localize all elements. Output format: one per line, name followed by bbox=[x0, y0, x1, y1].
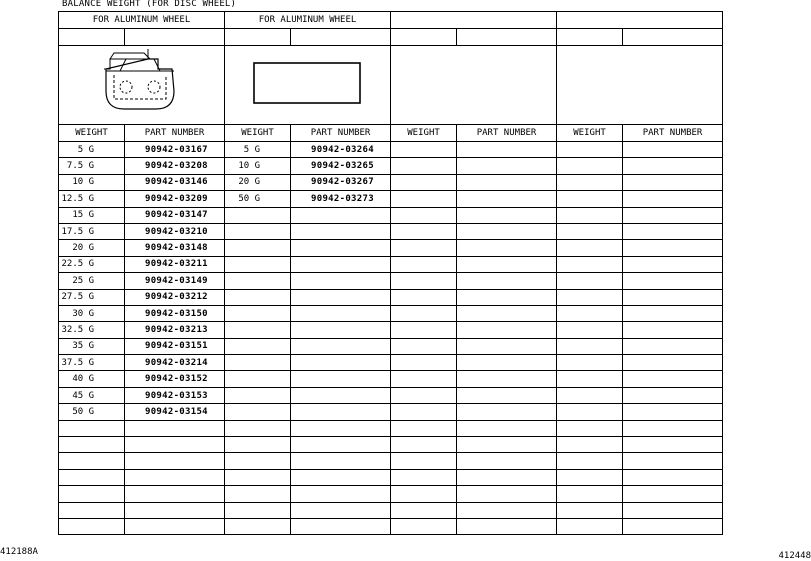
table-row bbox=[59, 142, 723, 158]
weight-cell: 32.5 G bbox=[59, 322, 125, 338]
table-row bbox=[59, 207, 723, 223]
part-number-cell: 90942-03150 bbox=[125, 305, 225, 321]
part-number-cell bbox=[457, 289, 557, 305]
part-number-cell bbox=[125, 486, 225, 502]
weight-cell bbox=[59, 502, 125, 518]
weight-cell: 5 G bbox=[225, 142, 291, 158]
weight-cell bbox=[391, 404, 457, 420]
part-number-cell bbox=[457, 273, 557, 289]
table-row bbox=[59, 437, 723, 453]
part-number-cell bbox=[291, 486, 391, 502]
part-number-cell bbox=[623, 502, 723, 518]
adhesive-weight-icon bbox=[248, 59, 368, 111]
part-number-cell bbox=[623, 371, 723, 387]
weight-cell bbox=[391, 273, 457, 289]
part-number-cell: 90942-03153 bbox=[125, 387, 225, 403]
part-number-cell: 90942-03267 bbox=[291, 174, 391, 190]
part-number-cell bbox=[291, 289, 391, 305]
weight-cell: 45 G bbox=[59, 387, 125, 403]
table-row bbox=[59, 404, 723, 420]
part-number-cell bbox=[125, 469, 225, 485]
part-number-cell bbox=[291, 387, 391, 403]
weight-cell bbox=[557, 158, 623, 174]
part-number-cell bbox=[457, 305, 557, 321]
weight-column-header: WEIGHT bbox=[225, 125, 291, 142]
part-number-cell bbox=[457, 174, 557, 190]
weight-cell bbox=[391, 420, 457, 436]
blank-cell bbox=[291, 29, 391, 46]
weight-cell: 15 G bbox=[59, 207, 125, 223]
weight-cell: 30 G bbox=[59, 305, 125, 321]
group-header-4 bbox=[557, 12, 723, 29]
part-number-cell bbox=[623, 387, 723, 403]
adhesive-weight-illustration-cell bbox=[225, 46, 391, 125]
part-number-cell bbox=[623, 191, 723, 207]
part-number-cell bbox=[623, 142, 723, 158]
weight-cell bbox=[557, 289, 623, 305]
table-row bbox=[59, 158, 723, 174]
part-number-cell bbox=[623, 420, 723, 436]
part-number-cell bbox=[125, 420, 225, 436]
weight-cell bbox=[225, 486, 291, 502]
part-number-cell: 90942-03264 bbox=[291, 142, 391, 158]
weight-cell bbox=[557, 420, 623, 436]
weight-cell bbox=[557, 486, 623, 502]
weight-cell bbox=[59, 453, 125, 469]
weight-cell bbox=[557, 404, 623, 420]
weight-cell bbox=[391, 502, 457, 518]
part-number-cell bbox=[623, 404, 723, 420]
part-number-cell bbox=[623, 486, 723, 502]
part-number-cell bbox=[125, 502, 225, 518]
weight-cell bbox=[225, 223, 291, 239]
part-number-cell bbox=[291, 273, 391, 289]
table-row bbox=[59, 174, 723, 190]
part-number-cell bbox=[623, 355, 723, 371]
clip-on-weight-icon bbox=[92, 49, 192, 121]
part-number-cell: 90942-03208 bbox=[125, 158, 225, 174]
weight-cell bbox=[59, 469, 125, 485]
weight-cell: 37.5 G bbox=[59, 355, 125, 371]
weight-cell bbox=[225, 502, 291, 518]
table-row bbox=[59, 420, 723, 436]
part-number-cell bbox=[457, 387, 557, 403]
weight-cell bbox=[225, 420, 291, 436]
part-number-cell bbox=[623, 338, 723, 354]
part-number-cell bbox=[457, 158, 557, 174]
part-number-cell bbox=[291, 256, 391, 272]
table-row bbox=[59, 387, 723, 403]
part-number-cell: 90942-03212 bbox=[125, 289, 225, 305]
weight-cell bbox=[391, 191, 457, 207]
part-number-cell: 90942-03151 bbox=[125, 338, 225, 354]
table-row bbox=[59, 371, 723, 387]
weight-cell bbox=[391, 142, 457, 158]
weight-cell bbox=[391, 223, 457, 239]
weight-cell bbox=[391, 174, 457, 190]
empty-illustration-cell bbox=[391, 46, 557, 125]
figure-code-left: 412188A bbox=[0, 547, 38, 557]
weight-cell bbox=[391, 371, 457, 387]
weight-cell bbox=[557, 469, 623, 485]
weight-cell bbox=[391, 322, 457, 338]
weight-cell bbox=[557, 273, 623, 289]
weight-cell: 12.5 G bbox=[59, 191, 125, 207]
part-number-cell bbox=[623, 322, 723, 338]
group-header-1: FOR ALUMINUM WHEEL bbox=[59, 12, 225, 29]
weight-cell: 50 G bbox=[59, 404, 125, 420]
weight-cell bbox=[557, 371, 623, 387]
weight-cell bbox=[557, 240, 623, 256]
weight-cell bbox=[391, 207, 457, 223]
weight-column-header: WEIGHT bbox=[59, 125, 125, 142]
part-number-cell: 90942-03149 bbox=[125, 273, 225, 289]
weight-cell bbox=[225, 322, 291, 338]
part-number-cell bbox=[457, 469, 557, 485]
part-number-cell bbox=[623, 289, 723, 305]
part-number-cell: 90942-03214 bbox=[125, 355, 225, 371]
weight-cell bbox=[391, 305, 457, 321]
part-number-cell bbox=[457, 207, 557, 223]
weight-cell bbox=[557, 437, 623, 453]
weight-cell bbox=[225, 207, 291, 223]
weight-cell: 27.5 G bbox=[59, 289, 125, 305]
blank-cell bbox=[59, 29, 125, 46]
weight-cell bbox=[557, 256, 623, 272]
part-number-cell: 90942-03147 bbox=[125, 207, 225, 223]
weight-cell: 50 G bbox=[225, 191, 291, 207]
weight-cell bbox=[225, 371, 291, 387]
weight-cell bbox=[225, 387, 291, 403]
part-number-cell bbox=[623, 174, 723, 190]
part-number-cell bbox=[457, 371, 557, 387]
weight-cell: 10 G bbox=[59, 174, 125, 190]
weight-cell bbox=[391, 469, 457, 485]
page-title: BALANCE WEIGHT (FOR DISC WHEEL) bbox=[62, 0, 237, 9]
part-number-column-header: PART NUMBER bbox=[291, 125, 391, 142]
weight-column-header: WEIGHT bbox=[557, 125, 623, 142]
weight-cell bbox=[59, 518, 125, 534]
part-number-cell: 90942-03273 bbox=[291, 191, 391, 207]
part-number-cell bbox=[457, 502, 557, 518]
empty-illustration-cell bbox=[557, 46, 723, 125]
part-number-cell bbox=[457, 191, 557, 207]
part-number-cell bbox=[623, 256, 723, 272]
part-number-cell bbox=[457, 437, 557, 453]
weight-cell bbox=[557, 518, 623, 534]
weight-cell bbox=[557, 387, 623, 403]
part-number-column-header: PART NUMBER bbox=[623, 125, 723, 142]
weight-cell bbox=[391, 289, 457, 305]
part-number-cell bbox=[291, 322, 391, 338]
part-number-cell bbox=[623, 453, 723, 469]
weight-cell bbox=[391, 387, 457, 403]
part-number-cell bbox=[623, 437, 723, 453]
weight-cell bbox=[557, 338, 623, 354]
weight-cell bbox=[391, 240, 457, 256]
part-number-cell bbox=[457, 453, 557, 469]
weight-cell bbox=[225, 289, 291, 305]
weight-cell bbox=[59, 420, 125, 436]
part-number-cell: 90942-03154 bbox=[125, 404, 225, 420]
part-number-cell bbox=[457, 338, 557, 354]
weight-cell bbox=[391, 158, 457, 174]
part-number-cell bbox=[291, 420, 391, 436]
weight-cell bbox=[391, 453, 457, 469]
part-number-cell bbox=[457, 486, 557, 502]
weight-cell bbox=[557, 174, 623, 190]
balance-weight-table bbox=[58, 11, 723, 535]
weight-cell bbox=[225, 305, 291, 321]
blank-cell bbox=[557, 29, 623, 46]
part-number-cell: 90942-03265 bbox=[291, 158, 391, 174]
part-number-cell bbox=[291, 207, 391, 223]
weight-cell: 10 G bbox=[225, 158, 291, 174]
table-row bbox=[59, 453, 723, 469]
part-number-cell: 90942-03152 bbox=[125, 371, 225, 387]
part-number-cell bbox=[457, 256, 557, 272]
weight-cell bbox=[225, 518, 291, 534]
part-number-cell bbox=[457, 518, 557, 534]
part-number-cell bbox=[291, 338, 391, 354]
weight-cell bbox=[391, 486, 457, 502]
table-row bbox=[59, 338, 723, 354]
weight-cell bbox=[59, 486, 125, 502]
part-number-cell bbox=[291, 453, 391, 469]
weight-column-header: WEIGHT bbox=[391, 125, 457, 142]
weight-cell: 20 G bbox=[59, 240, 125, 256]
table-row bbox=[59, 256, 723, 272]
weight-cell bbox=[557, 191, 623, 207]
part-number-cell bbox=[291, 502, 391, 518]
part-number-cell: 90942-03211 bbox=[125, 256, 225, 272]
group-header-2: FOR ALUMINUM WHEEL bbox=[225, 12, 391, 29]
weight-cell bbox=[391, 256, 457, 272]
part-number-cell bbox=[457, 404, 557, 420]
table-row bbox=[59, 469, 723, 485]
part-number-cell: 90942-03213 bbox=[125, 322, 225, 338]
weight-cell bbox=[225, 453, 291, 469]
part-number-cell bbox=[291, 240, 391, 256]
table-row bbox=[59, 191, 723, 207]
table-row bbox=[59, 289, 723, 305]
part-number-cell bbox=[291, 371, 391, 387]
weight-cell: 35 G bbox=[59, 338, 125, 354]
weight-cell: 20 G bbox=[225, 174, 291, 190]
weight-cell bbox=[557, 355, 623, 371]
table-row bbox=[59, 322, 723, 338]
weight-cell bbox=[557, 453, 623, 469]
part-number-cell bbox=[623, 207, 723, 223]
part-number-cell bbox=[125, 453, 225, 469]
group-header-3 bbox=[391, 12, 557, 29]
part-number-cell bbox=[457, 223, 557, 239]
weight-cell: 25 G bbox=[59, 273, 125, 289]
blank-cell bbox=[623, 29, 723, 46]
blank-cell bbox=[225, 29, 291, 46]
part-number-cell bbox=[457, 420, 557, 436]
weight-cell bbox=[225, 338, 291, 354]
part-number-cell: 90942-03148 bbox=[125, 240, 225, 256]
part-number-cell bbox=[623, 240, 723, 256]
part-number-cell: 90942-03209 bbox=[125, 191, 225, 207]
part-number-cell bbox=[291, 223, 391, 239]
weight-cell bbox=[225, 355, 291, 371]
weight-cell: 22.5 G bbox=[59, 256, 125, 272]
weight-cell bbox=[225, 240, 291, 256]
table-row bbox=[59, 355, 723, 371]
clip-weight-illustration-cell bbox=[59, 46, 225, 125]
table-row bbox=[59, 223, 723, 239]
part-number-cell bbox=[291, 437, 391, 453]
part-number-cell bbox=[623, 158, 723, 174]
part-number-cell bbox=[291, 404, 391, 420]
part-number-cell bbox=[623, 469, 723, 485]
blank-cell bbox=[457, 29, 557, 46]
weight-cell bbox=[225, 404, 291, 420]
weight-cell bbox=[557, 142, 623, 158]
part-number-cell: 90942-03167 bbox=[125, 142, 225, 158]
weight-cell: 7.5 G bbox=[59, 158, 125, 174]
weight-cell bbox=[225, 469, 291, 485]
blank-cell bbox=[391, 29, 457, 46]
part-number-column-header: PART NUMBER bbox=[125, 125, 225, 142]
part-number-cell bbox=[457, 240, 557, 256]
part-number-column-header: PART NUMBER bbox=[457, 125, 557, 142]
weight-cell bbox=[391, 338, 457, 354]
weight-cell bbox=[225, 273, 291, 289]
table-row bbox=[59, 305, 723, 321]
part-number-cell bbox=[125, 518, 225, 534]
blank-cell bbox=[125, 29, 225, 46]
part-number-cell bbox=[623, 223, 723, 239]
figure-code-right: 412448 bbox=[778, 551, 811, 561]
weight-cell bbox=[557, 305, 623, 321]
weight-cell bbox=[59, 437, 125, 453]
part-number-cell bbox=[291, 355, 391, 371]
weight-cell: 17.5 G bbox=[59, 223, 125, 239]
part-number-cell bbox=[623, 518, 723, 534]
part-number-cell bbox=[457, 142, 557, 158]
table-row bbox=[59, 240, 723, 256]
part-number-cell bbox=[623, 305, 723, 321]
part-number-cell bbox=[291, 518, 391, 534]
table-row bbox=[59, 502, 723, 518]
weight-cell: 40 G bbox=[59, 371, 125, 387]
weight-cell bbox=[391, 355, 457, 371]
part-number-cell bbox=[291, 469, 391, 485]
part-number-cell bbox=[125, 437, 225, 453]
part-number-cell bbox=[457, 322, 557, 338]
weight-cell bbox=[557, 502, 623, 518]
part-number-cell: 90942-03210 bbox=[125, 223, 225, 239]
weight-cell bbox=[391, 518, 457, 534]
part-number-cell bbox=[457, 355, 557, 371]
weight-cell bbox=[225, 256, 291, 272]
table-row bbox=[59, 273, 723, 289]
weight-cell bbox=[391, 437, 457, 453]
weight-cell bbox=[557, 322, 623, 338]
weight-cell bbox=[557, 207, 623, 223]
part-number-cell: 90942-03146 bbox=[125, 174, 225, 190]
table-row bbox=[59, 518, 723, 534]
weight-cell bbox=[225, 437, 291, 453]
part-number-cell bbox=[623, 273, 723, 289]
part-number-cell bbox=[291, 305, 391, 321]
weight-cell bbox=[557, 223, 623, 239]
weight-cell: 5 G bbox=[59, 142, 125, 158]
table-row bbox=[59, 486, 723, 502]
